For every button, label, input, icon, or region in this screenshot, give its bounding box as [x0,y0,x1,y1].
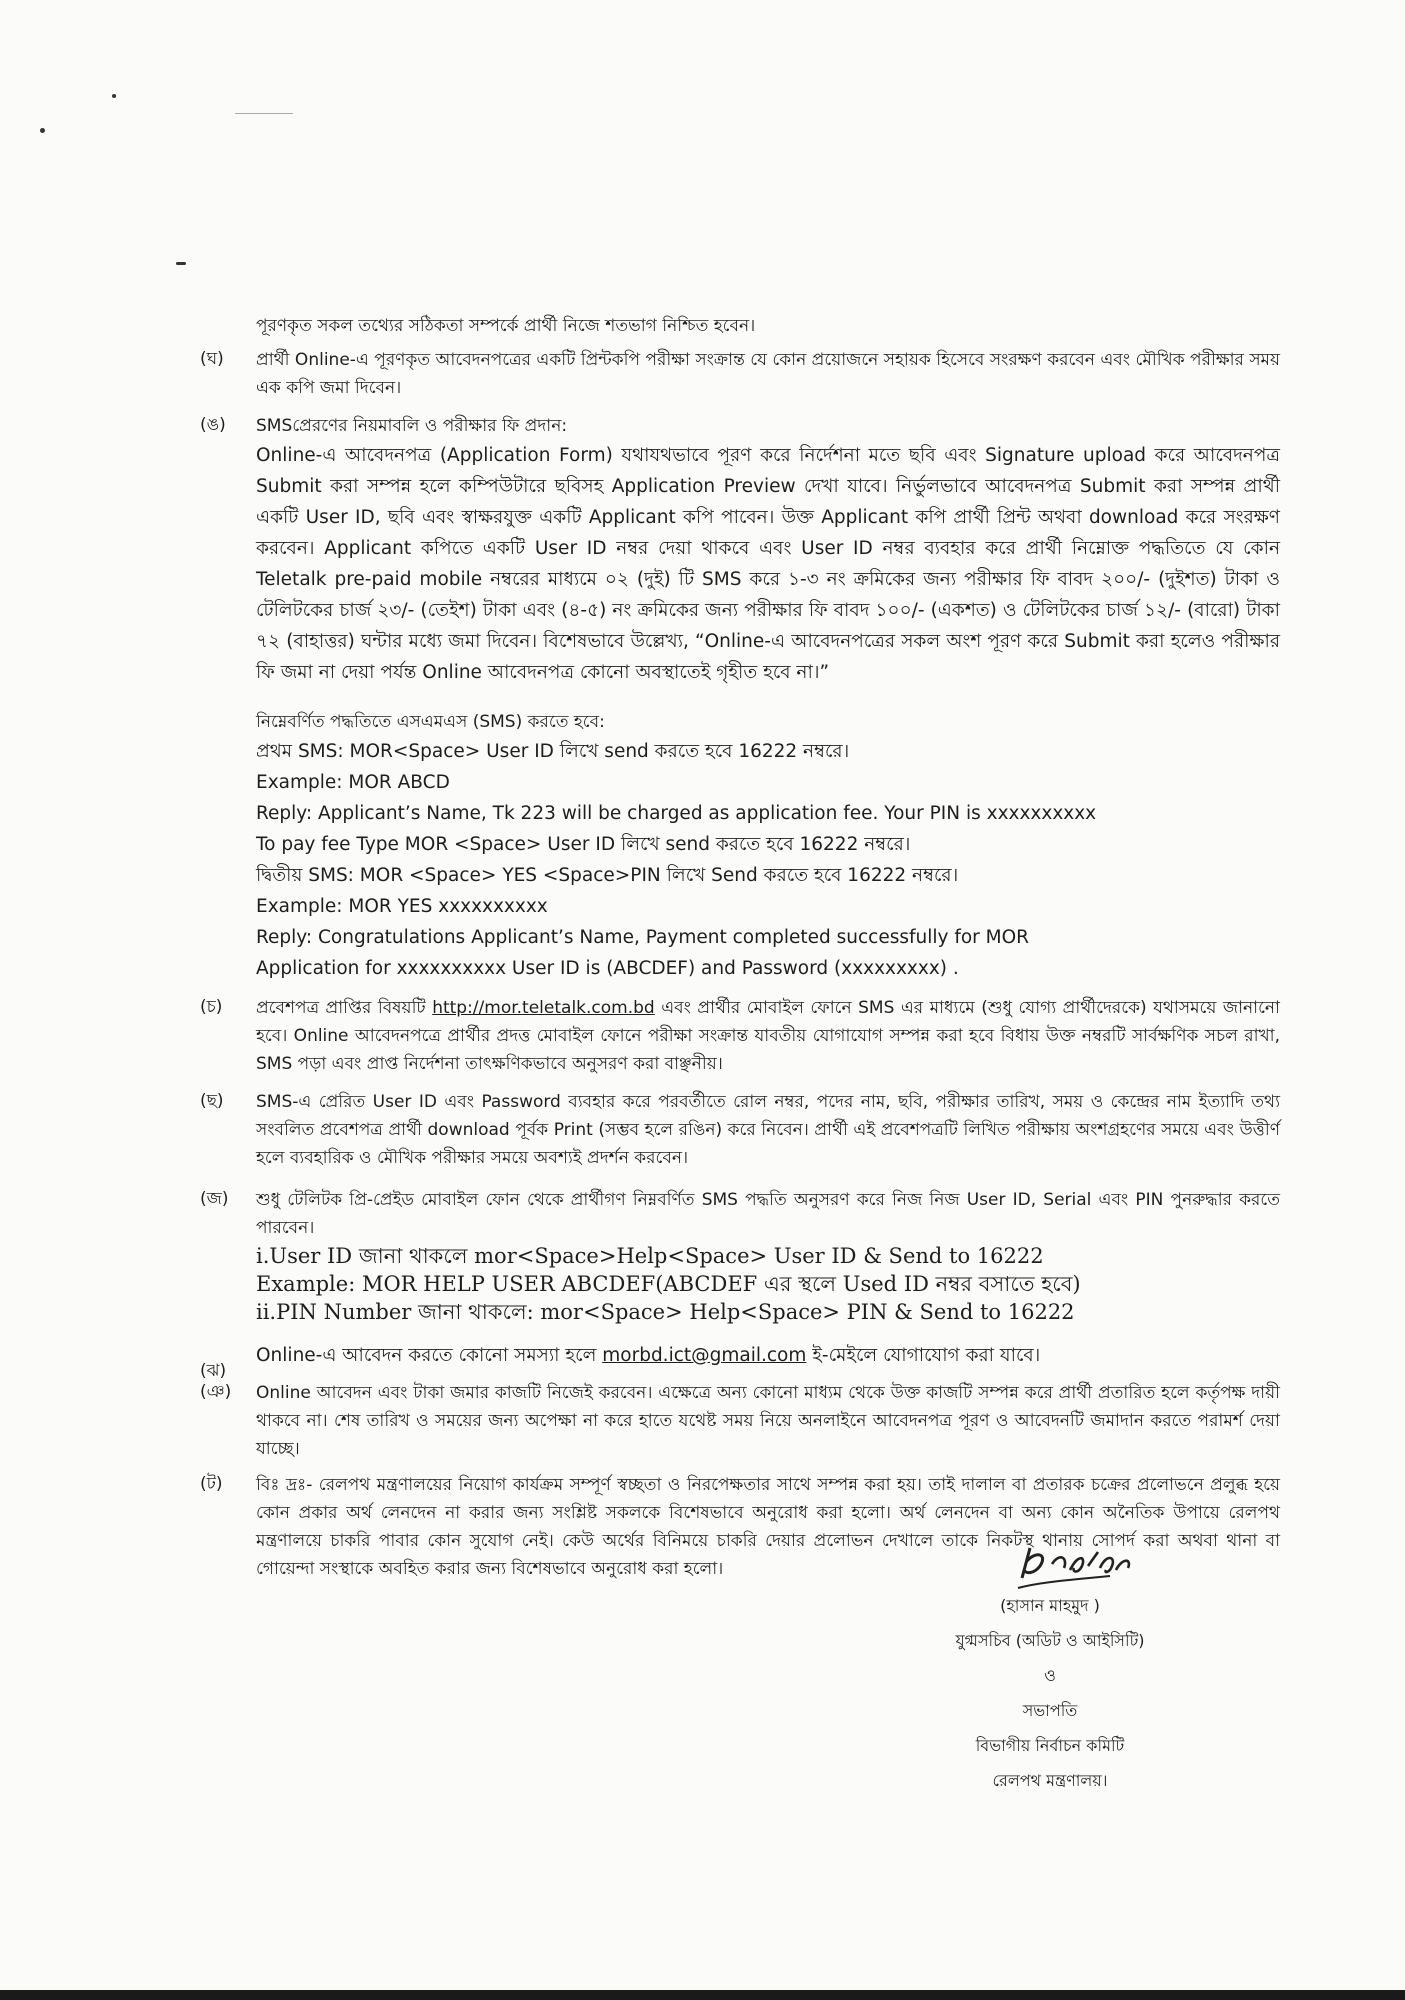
item-text [256,1340,1280,1371]
item-marker: (জ) [200,1189,229,1209]
teletalk-link[interactable]: http://mor.teletalk.com.bd [432,998,655,1018]
sms-line: Example: MOR ABCD [256,772,450,793]
sms-line: দ্বিতীয় SMS: MOR <Space> YES <Space>PIN লিখে Send করতে হবে 16222 নম্বরে। [256,865,959,886]
sms-line: Reply: Applicant’s Name, Tk 223 will be charged as application fee. Your PIN is xxxxxxxxxx [256,803,1097,824]
signer-committee: বিভাগীয় নির্বাচন কমিটি [975,1736,1125,1755]
scan-speck [176,262,186,265]
signer-name: (হাসান মাহমুদ ) [1000,1596,1100,1615]
signature-block [900,1588,1200,1798]
item-text: প্রার্থী Online-এ পূরণকৃত আবেদনপত্রের একটি প্রিন্টকপি পরীক্ষা সংক্রান্ত যে কোন প্রয়োজনে সহায়ক হিসেবে সংরক্ষণ করবেন এবং মৌখিক পরীক্ষার সময় এক কপি জমা দিবেন। [256,350,1280,398]
scan-speck [40,128,45,133]
retrieval-line: Example: MOR HELP USER ABCDEF(ABCDEF এর স্থলে Used ID নম্বর বসাতে হবে) [256,1272,1081,1296]
item-marker: (ঞ) [200,1382,232,1402]
text-segment: এবং প্রার্থীর মোবাইল ফোনে SMS এর মাধ্যমে (শুধু যোগ্য প্রার্থীদেরকে) যথাসময়ে জানানো হবে। Online আবেদনপত্রে প্রার্থীর প্রদত্ত মোবাইল ফোনে পরীক্ষা সংক্রান্ত যাবতীয় যোগাযোগ সম্পন্ন করা হবে বিধায় উক্ত নম্বরটি সার্বক্ষণিক সচল রাখা, SMS পড়া এবং প্রাপ্ত নির্দেশনা তাৎক্ষণিকভাবে অনুসরণ করা বাঞ্ছনীয়। [256,998,1280,1074]
signer-designation: যুগ্মসচিব (অডিট ও আইসিটি) [955,1631,1145,1650]
item-umo [200,412,1280,984]
item-marker: (ঙ) [200,415,226,435]
item-marker: (ঘ) [200,349,224,369]
item-text: বিঃ দ্রঃ- রেলপথ মন্ত্রণালয়ের নিয়োগ কার্যক্রম সম্পূর্ণ স্বচ্ছতা ও নিরপেক্ষতার সাথে সম্পন্ন করা হয়। তাই দালাল বা প্রতারক চক্রের প্রলোভনে প্রলুব্ধ হয়ে কোন প্রকার অর্থ লেনদেন না করার জন্য সংশ্লিষ্ট সকলকে বিশেষভাবে অনুরোধ করা হলো। অর্থ লেনদেন বা অন্য কোন অনৈতিক উপায়ে রেলপথ মন্ত্রণালয়ে চাকরি পাবার কোন সুযোগ নেই। কেউ অর্থের বিনিময়ে চাকরি দেয়ার প্রলোভন দেখালে তাকে নিকটস্থ থানায় সোপর্দ করা অথবা থানা বা গোয়েন্দা সংস্থাকে অবহিত করার জন্য বিশেষভাবে অনুরোধ করা হলো। [256,1475,1280,1579]
item-text [256,994,1280,1078]
signer-ministry: রেলপথ মন্ত্রণালয়। [992,1771,1108,1790]
retrieval-line: i.User ID জানা থাকলে mor<Space>Help<Space> User ID & Send to 16222 [256,1244,1044,1268]
item-text: SMS-এ প্রেরিত User ID এবং Password ব্যবহার করে পরবর্তীতে রোল নম্বর, পদের নাম, ছবি, পরীক্ষার তারিখ, সময় ও কেন্দ্রের নাম ইত্যাদি তথ্য সংবলিত প্রবেশপত্র প্রার্থী download পূর্বক Print (সম্ভব হলে রঙিন) করে নিবেন। প্রার্থী এই প্রবেশপত্রটি লিখিত পরীক্ষায় অংশগ্রহণের সময়ে এবং উত্তীর্ণ হলে ব্যবহারিক ও মৌখিক পরীক্ষার সময়ে অবশ্যই প্রদর্শন করবেন। [256,1092,1280,1168]
item-marker: (চ) [200,997,223,1017]
signer-conjunction: ও [1044,1666,1056,1685]
sms-line: Example: MOR YES xxxxxxxxxx [256,896,548,917]
item-gha [200,346,1280,402]
sms-line: To pay fee Type MOR <Space> User ID লিখে send করতে হবে 16222 নম্বরে। [256,834,911,855]
text-segment: ই-মেইলে যোগাযোগ করা যাবে। [806,1345,1041,1366]
sms-line: Application for xxxxxxxxxx User ID is (ABCDEF) and Password (xxxxxxxxx) . [256,958,959,979]
sms-line: Reply: Congratulations Applicant’s Name, Payment completed successfully for MOR [256,927,1030,948]
item-marker: (ট) [200,1474,223,1494]
item-text: শুধু টেলিটক প্রি-প্রেইড মোবাইল ফোন থেকে প্রার্থীগণ নিম্নবর্ণিত SMS পদ্ধতি অনুসরণ করে নিজ নিজ User ID, Serial এবং PIN পুনরুদ্ধার করতে পারবেন। [256,1190,1280,1238]
sms-intro: নিম্নেবর্ণিত পদ্ধতিতে এসএমএস (SMS) করতে হবে: [256,712,605,732]
text-segment: প্রবেশপত্র প্রাপ্তির বিষয়টি [256,998,433,1018]
signer-role: সভাপতি [1022,1701,1078,1720]
item-marker: (ছ) [200,1091,224,1111]
sms-line: প্রথম SMS: MOR<Space> User ID লিখে send করতে হবে 16222 নম্বরে। [256,741,850,762]
item-cha [200,994,1280,1078]
scan-speck [112,94,116,98]
scan-bottom-edge [0,1990,1405,2000]
text-segment: Online-এ আবেদন করতে কোনো সমস্যা হলে [256,1345,603,1366]
item-nya [200,1379,1280,1463]
intro-line: পূরণকৃত সকল তথ্যের সঠিকতা সম্পর্কে প্রার্থী নিজে শতভাগ নিশ্চিত হবেন। [256,316,756,336]
support-email-link[interactable]: morbd.ict@gmail.com [602,1345,807,1366]
item-jha [200,1340,1280,1381]
scan-line [235,113,293,114]
item-text: Online আবেদন এবং টাকা জমার কাজটি নিজেই করবেন। এক্ষেত্রে অন্য কোনো মাধ্যম থেকে উক্ত কাজটি সম্পন্ন করে প্রার্থী প্রতারিত হলে কর্তৃপক্ষ দায়ী থাকবে না। শেষ তারিখ ও সময়ের জন্য অপেক্ষা না করে হাতে যথেষ্ট সময় নিয়ে অনলাইনে আবেদনপত্র পূরণ ও আবেদনটি জমাদান করতে পরামর্শ দেয়া যাচ্ছে। [256,1383,1280,1459]
retrieval-line: ii.PIN Number জানা থাকলে: mor<Space> Help<Space> PIN & Send to 16222 [256,1300,1075,1324]
item-heading: SMSপ্রেরণের নিয়মাবলি ও পরীক্ষার ফি প্রদান: [256,416,568,436]
item-chha [200,1088,1280,1172]
document-body [200,312,1280,1583]
item-text: Online-এ আবেদনপত্র (Application Form) যথাযথভাবে পূরণ করে নির্দেশনা মতে ছবি এবং Signature upload করে আবেদনপত্র Submit করা সম্পন্ন হলে কম্পিউটারে ছবিসহ Application Preview দেখা যাবে। নির্ভুলভাবে আবেদনপত্র Submit করা সম্পন্ন প্রার্থী একটি User ID, ছবি এবং স্বাক্ষরযুক্ত একটি Applicant কপি পাবেন। উক্ত Applicant কপি প্রার্থী প্রিন্ট অথবা download করে সংরক্ষণ করবেন। Applicant কপিতে একটি User ID নম্বর দেয়া থাকবে এবং User ID নম্বর ব্যবহার করে প্রার্থী নিম্নোক্ত পদ্ধতিতে যে কোন Teletalk pre-paid mobile নম্বরের মাধ্যমে ০২ (দুই) টি SMS করে ১-৩ নং ক্রমিকের জন্য পরীক্ষার ফি বাবদ ২০০/- (দুইশত) টাকা ও টেলিটকের চার্জ ২৩/- (তেইশ) টাকা এবং (৪-৫) নং ক্রমিকের জন্য পরীক্ষার ফি বাবদ ১০০/- (একশত) ও টেলিটকের চার্জ ১২/- (বারো) টাকা ৭২ (বাহাত্তর) ঘন্টার মধ্যে জমা দিবেন। বিশেষভাবে উল্লেখ্য, “Online-এ আবেদনপত্রের সকল অংশ পূরণ করে Submit করা হলেও পরীক্ষার ফি জমা না দেয়া পর্যন্ত Online আবেদনপত্র কোনো অবস্থাতেই গৃহীত হবে না।” [256,445,1280,683]
item-ja [200,1186,1280,1326]
item-marker: (ঝ) [200,1361,227,1381]
